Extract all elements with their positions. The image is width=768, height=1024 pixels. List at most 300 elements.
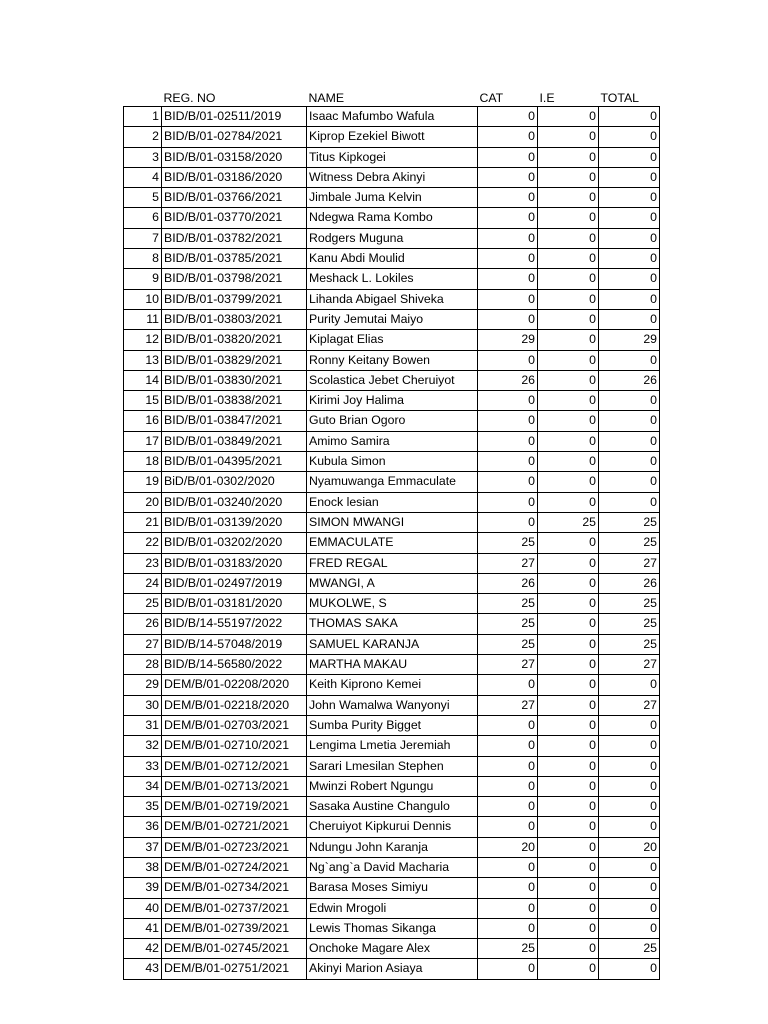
total-score-cell: 29 bbox=[599, 330, 660, 350]
student-name-cell: Ng`ang`a David Macharia bbox=[307, 857, 478, 877]
reg-no-cell: DEM/B/01-02218/2020 bbox=[162, 695, 307, 715]
total-score-cell: 0 bbox=[599, 492, 660, 512]
cat-score-cell: 0 bbox=[478, 391, 538, 411]
row-number: 14 bbox=[124, 370, 162, 390]
reg-no-cell: BID/B/01-02784/2021 bbox=[162, 127, 307, 147]
ie-score-cell: 0 bbox=[538, 492, 599, 512]
row-number: 37 bbox=[124, 837, 162, 857]
student-name-cell: Cheruiyot Kipkurui Dennis bbox=[307, 817, 478, 837]
table-row bbox=[124, 269, 660, 289]
reg-no-cell: BID/B/01-03798/2021 bbox=[162, 269, 307, 289]
cat-score-cell: 25 bbox=[478, 533, 538, 553]
reg-no-cell: BID/B/14-57048/2019 bbox=[162, 634, 307, 654]
ie-score-cell: 0 bbox=[538, 431, 599, 451]
reg-no-cell: BID/B/01-03202/2020 bbox=[162, 533, 307, 553]
table-row bbox=[124, 391, 660, 411]
row-number: 32 bbox=[124, 736, 162, 756]
row-number: 33 bbox=[124, 756, 162, 776]
student-name-cell: Kubula Simon bbox=[307, 452, 478, 472]
ie-score-cell: 0 bbox=[538, 553, 599, 573]
reg-no-cell: BID/B/01-03838/2021 bbox=[162, 391, 307, 411]
reg-no-cell: BID/B/01-02511/2019 bbox=[162, 107, 307, 127]
header-row bbox=[124, 90, 660, 107]
table-row bbox=[124, 309, 660, 329]
cat-score-cell: 20 bbox=[478, 837, 538, 857]
reg-no-cell: BID/B/01-03829/2021 bbox=[162, 350, 307, 370]
row-number: 41 bbox=[124, 918, 162, 938]
reg-no-cell: BID/B/01-03766/2021 bbox=[162, 188, 307, 208]
total-score-cell: 0 bbox=[599, 147, 660, 167]
cat-score-cell: 0 bbox=[478, 878, 538, 898]
student-name-cell: Kirimi Joy Halima bbox=[307, 391, 478, 411]
reg-no-cell: DEM/B/01-02208/2020 bbox=[162, 675, 307, 695]
row-number: 2 bbox=[124, 127, 162, 147]
student-name-cell: MARTHA MAKAU bbox=[307, 655, 478, 675]
reg-no-cell: BID/B/01-03158/2020 bbox=[162, 147, 307, 167]
total-score-cell: 0 bbox=[599, 756, 660, 776]
student-name-cell: Guto Brian Ogoro bbox=[307, 411, 478, 431]
cat-score-cell: 0 bbox=[478, 188, 538, 208]
row-number: 20 bbox=[124, 492, 162, 512]
cat-score-cell: 0 bbox=[478, 452, 538, 472]
table-row bbox=[124, 452, 660, 472]
total-score-cell: 25 bbox=[599, 614, 660, 634]
row-number: 25 bbox=[124, 594, 162, 614]
reg-no-cell: DEM/B/01-02739/2021 bbox=[162, 918, 307, 938]
cat-score-cell: 0 bbox=[478, 309, 538, 329]
total-score-cell: 0 bbox=[599, 269, 660, 289]
row-number: 3 bbox=[124, 147, 162, 167]
table-row bbox=[124, 147, 660, 167]
cat-score-cell: 0 bbox=[478, 776, 538, 796]
cat-score-cell: 0 bbox=[478, 228, 538, 248]
reg-no-cell: BID/B/01-03181/2020 bbox=[162, 594, 307, 614]
cat-score-cell: 0 bbox=[478, 857, 538, 877]
total-score-cell: 0 bbox=[599, 167, 660, 187]
header-index bbox=[124, 90, 162, 107]
reg-no-cell: DEM/B/01-02734/2021 bbox=[162, 878, 307, 898]
cat-score-cell: 0 bbox=[478, 289, 538, 309]
reg-no-cell: DEM/B/01-02703/2021 bbox=[162, 715, 307, 735]
ie-score-cell: 0 bbox=[538, 208, 599, 228]
table-row bbox=[124, 817, 660, 837]
row-number: 18 bbox=[124, 452, 162, 472]
cat-score-cell: 0 bbox=[478, 736, 538, 756]
total-score-cell: 0 bbox=[599, 249, 660, 269]
cat-score-cell: 27 bbox=[478, 695, 538, 715]
cat-score-cell: 0 bbox=[478, 675, 538, 695]
ie-score-cell: 0 bbox=[538, 411, 599, 431]
table-row bbox=[124, 370, 660, 390]
ie-score-cell: 0 bbox=[538, 614, 599, 634]
reg-no-cell: BID/B/01-03830/2021 bbox=[162, 370, 307, 390]
table-row bbox=[124, 249, 660, 269]
ie-score-cell: 25 bbox=[538, 512, 599, 532]
reg-no-cell: BID/B/01-03186/2020 bbox=[162, 167, 307, 187]
total-score-cell: 0 bbox=[599, 715, 660, 735]
row-number: 23 bbox=[124, 553, 162, 573]
ie-score-cell: 0 bbox=[538, 167, 599, 187]
total-score-cell: 0 bbox=[599, 208, 660, 228]
student-name-cell: Lewis Thomas Sikanga bbox=[307, 918, 478, 938]
row-number: 11 bbox=[124, 309, 162, 329]
student-name-cell: Titus Kipkogei bbox=[307, 147, 478, 167]
row-number: 7 bbox=[124, 228, 162, 248]
ie-score-cell: 0 bbox=[538, 817, 599, 837]
student-name-cell: Lihanda Abigael Shiveka bbox=[307, 289, 478, 309]
total-score-cell: 0 bbox=[599, 675, 660, 695]
ie-score-cell: 0 bbox=[538, 452, 599, 472]
score-sheet bbox=[123, 90, 660, 980]
student-name-cell: Barasa Moses Simiyu bbox=[307, 878, 478, 898]
row-number: 22 bbox=[124, 533, 162, 553]
row-number: 36 bbox=[124, 817, 162, 837]
reg-no-cell: BiD/B/01-0302/2020 bbox=[162, 472, 307, 492]
row-number: 34 bbox=[124, 776, 162, 796]
total-score-cell: 0 bbox=[599, 472, 660, 492]
cat-score-cell: 0 bbox=[478, 472, 538, 492]
total-score-cell: 0 bbox=[599, 736, 660, 756]
table-row bbox=[124, 776, 660, 796]
student-name-cell: Witness Debra Akinyi bbox=[307, 167, 478, 187]
cat-score-cell: 0 bbox=[478, 249, 538, 269]
student-name-cell: Amimo Samira bbox=[307, 431, 478, 451]
row-number: 6 bbox=[124, 208, 162, 228]
row-number: 4 bbox=[124, 167, 162, 187]
student-name-cell: Rodgers Muguna bbox=[307, 228, 478, 248]
row-number: 26 bbox=[124, 614, 162, 634]
cat-score-cell: 0 bbox=[478, 512, 538, 532]
total-score-cell: 27 bbox=[599, 695, 660, 715]
header-reg-no: REG. NO bbox=[163, 91, 216, 105]
reg-no-cell: DEM/B/01-02724/2021 bbox=[162, 857, 307, 877]
table-row bbox=[124, 715, 660, 735]
student-name-cell: Isaac Mafumbo Wafula bbox=[307, 107, 478, 127]
student-name-cell: Meshack L. Lokiles bbox=[307, 269, 478, 289]
cat-score-cell: 0 bbox=[478, 756, 538, 776]
total-score-cell: 0 bbox=[599, 918, 660, 938]
ie-score-cell: 0 bbox=[538, 939, 599, 959]
reg-no-cell: DEM/B/01-02737/2021 bbox=[162, 898, 307, 918]
ie-score-cell: 0 bbox=[538, 655, 599, 675]
ie-score-cell: 0 bbox=[538, 107, 599, 127]
total-score-cell: 0 bbox=[599, 391, 660, 411]
cat-score-cell: 0 bbox=[478, 431, 538, 451]
table-row bbox=[124, 736, 660, 756]
row-number: 39 bbox=[124, 878, 162, 898]
reg-no-cell: DEM/B/01-02719/2021 bbox=[162, 797, 307, 817]
table-row bbox=[124, 695, 660, 715]
row-number: 21 bbox=[124, 512, 162, 532]
student-name-cell: Enock lesian bbox=[307, 492, 478, 512]
total-score-cell: 20 bbox=[599, 837, 660, 857]
table-row bbox=[124, 918, 660, 938]
ie-score-cell: 0 bbox=[538, 756, 599, 776]
total-score-cell: 0 bbox=[599, 188, 660, 208]
student-name-cell: Onchoke Magare Alex bbox=[307, 939, 478, 959]
reg-no-cell: DEM/B/01-02710/2021 bbox=[162, 736, 307, 756]
cat-score-cell: 26 bbox=[478, 370, 538, 390]
reg-no-cell: BID/B/01-03799/2021 bbox=[162, 289, 307, 309]
total-score-cell: 0 bbox=[599, 228, 660, 248]
ie-score-cell: 0 bbox=[538, 715, 599, 735]
ie-score-cell: 0 bbox=[538, 959, 599, 979]
table-row bbox=[124, 797, 660, 817]
row-number: 1 bbox=[124, 107, 162, 127]
student-name-cell: SIMON MWANGI bbox=[307, 512, 478, 532]
student-name-cell: Kiplagat Elias bbox=[307, 330, 478, 350]
total-score-cell: 26 bbox=[599, 573, 660, 593]
ie-score-cell: 0 bbox=[538, 370, 599, 390]
ie-score-cell: 0 bbox=[538, 289, 599, 309]
table-row bbox=[124, 492, 660, 512]
student-name-cell: Ndegwa Rama Kombo bbox=[307, 208, 478, 228]
total-score-cell: 0 bbox=[599, 411, 660, 431]
student-name-cell: Edwin Mrogoli bbox=[307, 898, 478, 918]
student-name-cell: Kiprop Ezekiel Biwott bbox=[307, 127, 478, 147]
row-number: 42 bbox=[124, 939, 162, 959]
student-name-cell: Sumba Purity Bigget bbox=[307, 715, 478, 735]
reg-no-cell: DEM/B/01-02723/2021 bbox=[162, 837, 307, 857]
reg-no-cell: BID/B/01-03240/2020 bbox=[162, 492, 307, 512]
reg-no-cell: BID/B/01-03820/2021 bbox=[162, 330, 307, 350]
cat-score-cell: 0 bbox=[478, 269, 538, 289]
row-number: 24 bbox=[124, 573, 162, 593]
table-row bbox=[124, 939, 660, 959]
table-row bbox=[124, 107, 660, 127]
total-score-cell: 27 bbox=[599, 655, 660, 675]
cat-score-cell: 0 bbox=[478, 797, 538, 817]
cat-score-cell: 0 bbox=[478, 127, 538, 147]
student-name-cell: Nyamuwanga Emmaculate bbox=[307, 472, 478, 492]
total-score-cell: 0 bbox=[599, 127, 660, 147]
table-row bbox=[124, 289, 660, 309]
ie-score-cell: 0 bbox=[538, 695, 599, 715]
table-row bbox=[124, 127, 660, 147]
total-score-cell: 0 bbox=[599, 431, 660, 451]
table-row bbox=[124, 350, 660, 370]
reg-no-cell: BID/B/01-03849/2021 bbox=[162, 431, 307, 451]
row-number: 28 bbox=[124, 655, 162, 675]
student-name-cell: THOMAS SAKA bbox=[307, 614, 478, 634]
ie-score-cell: 0 bbox=[538, 898, 599, 918]
table-row bbox=[124, 553, 660, 573]
reg-no-cell: BID/B/01-04395/2021 bbox=[162, 452, 307, 472]
total-score-cell: 0 bbox=[599, 797, 660, 817]
table-row bbox=[124, 837, 660, 857]
cat-score-cell: 0 bbox=[478, 411, 538, 431]
student-name-cell: Ronny Keitany Bowen bbox=[307, 350, 478, 370]
total-score-cell: 0 bbox=[599, 878, 660, 898]
table-row bbox=[124, 634, 660, 654]
ie-score-cell: 0 bbox=[538, 837, 599, 857]
cat-score-cell: 27 bbox=[478, 553, 538, 573]
table-row bbox=[124, 472, 660, 492]
table-row bbox=[124, 857, 660, 877]
total-score-cell: 26 bbox=[599, 370, 660, 390]
table-row bbox=[124, 959, 660, 979]
ie-score-cell: 0 bbox=[538, 857, 599, 877]
header-cat: CAT bbox=[479, 91, 504, 105]
total-score-cell: 25 bbox=[599, 512, 660, 532]
row-number: 5 bbox=[124, 188, 162, 208]
cat-score-cell: 0 bbox=[478, 350, 538, 370]
cat-score-cell: 0 bbox=[478, 959, 538, 979]
student-name-cell: Keith Kiprono Kemei bbox=[307, 675, 478, 695]
row-number: 16 bbox=[124, 411, 162, 431]
total-score-cell: 0 bbox=[599, 350, 660, 370]
reg-no-cell: DEM/B/01-02745/2021 bbox=[162, 939, 307, 959]
table-row bbox=[124, 898, 660, 918]
cat-score-cell: 0 bbox=[478, 492, 538, 512]
reg-no-cell: DEM/B/01-02713/2021 bbox=[162, 776, 307, 796]
row-number: 8 bbox=[124, 249, 162, 269]
student-name-cell: Kanu Abdi Moulid bbox=[307, 249, 478, 269]
student-name-cell: Scolastica Jebet Cheruiyot bbox=[307, 370, 478, 390]
ie-score-cell: 0 bbox=[538, 249, 599, 269]
table-row bbox=[124, 512, 660, 532]
row-number: 27 bbox=[124, 634, 162, 654]
total-score-cell: 25 bbox=[599, 634, 660, 654]
ie-score-cell: 0 bbox=[538, 228, 599, 248]
row-number: 12 bbox=[124, 330, 162, 350]
reg-no-cell: DEM/B/01-02751/2021 bbox=[162, 959, 307, 979]
student-name-cell: FRED REGAL bbox=[307, 553, 478, 573]
ie-score-cell: 0 bbox=[538, 147, 599, 167]
student-name-cell: Sasaka Austine Changulo bbox=[307, 797, 478, 817]
reg-no-cell: BID/B/14-55197/2022 bbox=[162, 614, 307, 634]
cat-score-cell: 25 bbox=[478, 594, 538, 614]
ie-score-cell: 0 bbox=[538, 918, 599, 938]
ie-score-cell: 0 bbox=[538, 391, 599, 411]
row-number: 30 bbox=[124, 695, 162, 715]
total-score-cell: 0 bbox=[599, 898, 660, 918]
row-number: 31 bbox=[124, 715, 162, 735]
total-score-cell: 0 bbox=[599, 817, 660, 837]
row-number: 15 bbox=[124, 391, 162, 411]
table-row bbox=[124, 167, 660, 187]
total-score-cell: 0 bbox=[599, 107, 660, 127]
ie-score-cell: 0 bbox=[538, 736, 599, 756]
cat-score-cell: 0 bbox=[478, 715, 538, 735]
reg-no-cell: BID/B/01-03139/2020 bbox=[162, 512, 307, 532]
total-score-cell: 0 bbox=[599, 776, 660, 796]
table-row bbox=[124, 411, 660, 431]
ie-score-cell: 0 bbox=[538, 309, 599, 329]
total-score-cell: 0 bbox=[599, 857, 660, 877]
student-name-cell: Lengima Lmetia Jeremiah bbox=[307, 736, 478, 756]
table-body bbox=[124, 107, 660, 980]
total-score-cell: 0 bbox=[599, 309, 660, 329]
total-score-cell: 25 bbox=[599, 594, 660, 614]
cat-score-cell: 27 bbox=[478, 655, 538, 675]
row-number: 38 bbox=[124, 857, 162, 877]
cat-score-cell: 0 bbox=[478, 817, 538, 837]
cat-score-cell: 0 bbox=[478, 107, 538, 127]
cat-score-cell: 25 bbox=[478, 614, 538, 634]
reg-no-cell: BID/B/01-03803/2021 bbox=[162, 309, 307, 329]
reg-no-cell: BID/B/14-56580/2022 bbox=[162, 655, 307, 675]
table-row bbox=[124, 756, 660, 776]
cat-score-cell: 0 bbox=[478, 918, 538, 938]
reg-no-cell: BID/B/01-03183/2020 bbox=[162, 553, 307, 573]
ie-score-cell: 0 bbox=[538, 878, 599, 898]
cat-score-cell: 0 bbox=[478, 208, 538, 228]
row-number: 43 bbox=[124, 959, 162, 979]
student-name-cell: Purity Jemutai Maiyo bbox=[307, 309, 478, 329]
ie-score-cell: 0 bbox=[538, 188, 599, 208]
table-row bbox=[124, 675, 660, 695]
row-number: 10 bbox=[124, 289, 162, 309]
table-row bbox=[124, 533, 660, 553]
header-total: TOTAL bbox=[600, 91, 639, 105]
student-name-cell: Ndungu John Karanja bbox=[307, 837, 478, 857]
cat-score-cell: 0 bbox=[478, 898, 538, 918]
row-number: 9 bbox=[124, 269, 162, 289]
reg-no-cell: BID/B/01-03785/2021 bbox=[162, 249, 307, 269]
cat-score-cell: 0 bbox=[478, 147, 538, 167]
header-ie: I.E bbox=[539, 91, 555, 105]
ie-score-cell: 0 bbox=[538, 472, 599, 492]
total-score-cell: 25 bbox=[599, 533, 660, 553]
ie-score-cell: 0 bbox=[538, 573, 599, 593]
table-row bbox=[124, 208, 660, 228]
ie-score-cell: 0 bbox=[538, 330, 599, 350]
total-score-cell: 0 bbox=[599, 959, 660, 979]
student-name-cell: Akinyi Marion Asiaya bbox=[307, 959, 478, 979]
table-row bbox=[124, 330, 660, 350]
results-table bbox=[123, 90, 660, 980]
row-number: 29 bbox=[124, 675, 162, 695]
ie-score-cell: 0 bbox=[538, 594, 599, 614]
student-name-cell: MUKOLWE, S bbox=[307, 594, 478, 614]
row-number: 17 bbox=[124, 431, 162, 451]
table-row bbox=[124, 573, 660, 593]
reg-no-cell: DEM/B/01-02712/2021 bbox=[162, 756, 307, 776]
total-score-cell: 25 bbox=[599, 939, 660, 959]
ie-score-cell: 0 bbox=[538, 269, 599, 289]
ie-score-cell: 0 bbox=[538, 350, 599, 370]
row-number: 19 bbox=[124, 472, 162, 492]
cat-score-cell: 25 bbox=[478, 634, 538, 654]
student-name-cell: EMMACULATE bbox=[307, 533, 478, 553]
ie-score-cell: 0 bbox=[538, 127, 599, 147]
student-name-cell: MWANGI, A bbox=[307, 573, 478, 593]
table-row bbox=[124, 878, 660, 898]
reg-no-cell: BID/B/01-03770/2021 bbox=[162, 208, 307, 228]
ie-score-cell: 0 bbox=[538, 634, 599, 654]
reg-no-cell: DEM/B/01-02721/2021 bbox=[162, 817, 307, 837]
reg-no-cell: BID/B/01-03847/2021 bbox=[162, 411, 307, 431]
total-score-cell: 27 bbox=[599, 553, 660, 573]
cat-score-cell: 26 bbox=[478, 573, 538, 593]
table-row bbox=[124, 614, 660, 634]
ie-score-cell: 0 bbox=[538, 675, 599, 695]
total-score-cell: 0 bbox=[599, 289, 660, 309]
reg-no-cell: BID/B/01-03782/2021 bbox=[162, 228, 307, 248]
table-row bbox=[124, 228, 660, 248]
cat-score-cell: 0 bbox=[478, 167, 538, 187]
table-row bbox=[124, 655, 660, 675]
student-name-cell: Jimbale Juma Kelvin bbox=[307, 188, 478, 208]
ie-score-cell: 0 bbox=[538, 776, 599, 796]
student-name-cell: Mwinzi Robert Ngungu bbox=[307, 776, 478, 796]
total-score-cell: 0 bbox=[599, 452, 660, 472]
table-row bbox=[124, 431, 660, 451]
student-name-cell: John Wamalwa Wanyonyi bbox=[307, 695, 478, 715]
ie-score-cell: 0 bbox=[538, 533, 599, 553]
ie-score-cell: 0 bbox=[538, 797, 599, 817]
